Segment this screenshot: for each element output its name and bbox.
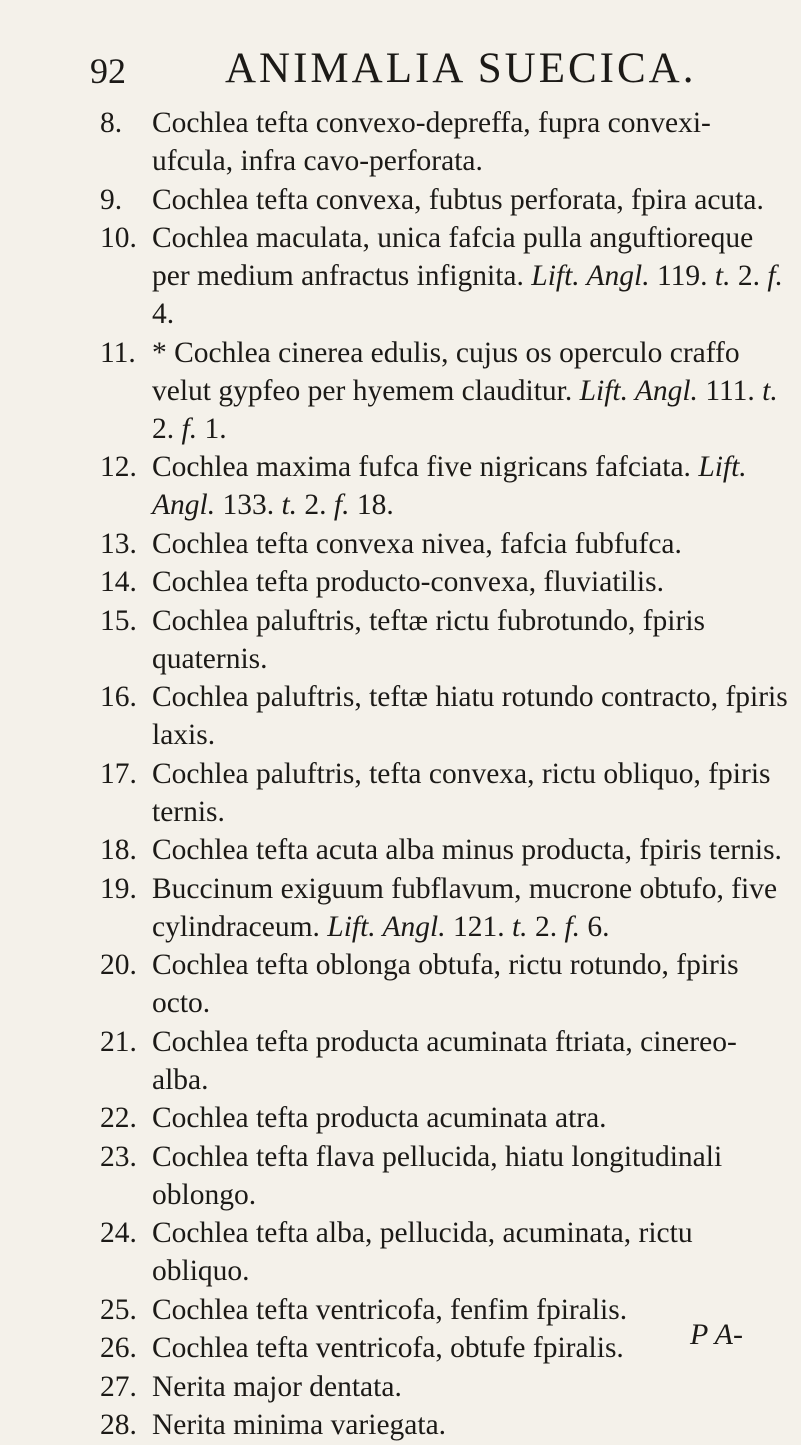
entry-number: 25. bbox=[100, 1293, 137, 1326]
entry-text: 119. bbox=[649, 260, 715, 292]
list-item bbox=[100, 334, 790, 448]
entry-number: 28. bbox=[100, 1409, 137, 1441]
entry-text: Cochlea tefta alba, pellucida, acuminata, rictu obliquo. bbox=[152, 1217, 693, 1287]
entry-number: 13. bbox=[100, 527, 137, 560]
list-item bbox=[100, 1099, 790, 1137]
list-item bbox=[100, 525, 790, 563]
list-item bbox=[100, 946, 790, 1022]
entry-text: Cochlea tefta ventricofa, fenfim fpiralis. bbox=[152, 1293, 628, 1326]
entry-text: Cochlea tefta producta acuminata ftriata, cinereo-alba. bbox=[152, 1025, 737, 1096]
entry-text: Cochlea tefta acuta alba minus producta, fpiris ternis. bbox=[152, 834, 782, 866]
entry-text: 4. bbox=[152, 298, 175, 330]
entry-text: Cochlea tefta producta acuminata atra. bbox=[152, 1102, 607, 1134]
entry-number: 24. bbox=[100, 1217, 137, 1249]
list-item bbox=[100, 219, 790, 333]
entry-text: Nerita major dentata. bbox=[152, 1370, 402, 1403]
entry-text: Cochlea tefta convexo-depreffa, fupra convexi-ufcula, infra cavo-perforata. bbox=[152, 107, 711, 177]
entry-text: Cochlea tefta ventricofa, obtufe fpiralis. bbox=[152, 1332, 624, 1364]
citation-text: f. bbox=[767, 260, 783, 292]
list-item bbox=[100, 678, 790, 754]
list-item bbox=[100, 831, 790, 869]
citation-text: f. bbox=[333, 489, 350, 521]
entry-number: 20. bbox=[100, 949, 137, 981]
citation-text: Lift. Angl. bbox=[579, 374, 698, 407]
entry-number: 9. bbox=[100, 183, 123, 216]
citation-text: t. bbox=[714, 260, 731, 292]
entry-text: 2. bbox=[297, 489, 334, 521]
entry-number: 10. bbox=[100, 222, 137, 254]
citation-text: f. bbox=[181, 412, 198, 445]
entry-text: Cochlea maculata, unica fafcia pulla anguftioreque per medium anfractus infignita. bbox=[152, 222, 754, 292]
entry-number: 16. bbox=[100, 681, 137, 713]
list-item bbox=[100, 448, 790, 524]
list-item bbox=[100, 1291, 790, 1329]
entry-text: Cochlea paluftris, tefta convexa, rictu obliquo, fpiris ternis. bbox=[152, 757, 771, 828]
entry-text: 2. bbox=[527, 910, 565, 943]
entry-number: 22. bbox=[100, 1102, 137, 1134]
entry-number: 19. bbox=[100, 872, 137, 905]
list-item bbox=[100, 1406, 790, 1444]
list-item bbox=[100, 563, 790, 601]
list-item bbox=[100, 1368, 790, 1406]
entry-text: 1. bbox=[197, 412, 227, 445]
entry-text: Cochlea maxima fufca five nigricans fafciata. bbox=[152, 451, 699, 483]
entry-text: Cochlea tefta producto-convexa, fluviatilis. bbox=[152, 566, 664, 598]
entry-text: 133. bbox=[215, 489, 282, 521]
list-item bbox=[100, 602, 790, 678]
entry-text: 111. bbox=[697, 374, 763, 407]
citation-text: f. bbox=[564, 910, 581, 943]
list-item bbox=[100, 870, 790, 946]
entry-number: 15. bbox=[100, 604, 137, 637]
entry-text: Cochlea paluftris, teftæ hiatu rotundo contracto, fpiris laxis. bbox=[152, 681, 788, 751]
citation-text: t. bbox=[281, 489, 298, 521]
list-item bbox=[100, 181, 790, 219]
entry-number: 12. bbox=[100, 451, 137, 483]
entry-text: Cochlea paluftris, teftæ rictu fubrotundo, fpiris quaternis. bbox=[152, 604, 705, 675]
citation-text: Lift. Angl. bbox=[531, 260, 650, 292]
entry-text: Nerita minima variegata. bbox=[152, 1409, 447, 1441]
entry-number: 14. bbox=[100, 566, 137, 598]
entry-text: 18. bbox=[349, 489, 394, 521]
list-item bbox=[100, 104, 790, 180]
running-title: ANIMALIA SUECICA. bbox=[225, 45, 697, 92]
entry-text: 6. bbox=[580, 910, 610, 943]
entry-number: 8. bbox=[100, 107, 123, 139]
entry-number: 17. bbox=[100, 757, 137, 790]
list-item bbox=[100, 1214, 790, 1290]
entry-text: * Cochlea cinerea edulis, cujus os operculo craffo velut gypfeo per hyemem clauditur. bbox=[152, 336, 740, 407]
page-number: 92 bbox=[90, 51, 126, 91]
page-header bbox=[90, 44, 790, 104]
entry-number: 27. bbox=[100, 1370, 137, 1403]
citation-text: Lift. Angl. bbox=[152, 451, 747, 521]
catchword: P A- bbox=[689, 1318, 743, 1351]
entry-number: 21. bbox=[100, 1025, 137, 1058]
entry-text: 2. bbox=[152, 412, 182, 445]
entry-text: 2. bbox=[730, 260, 768, 292]
list-item bbox=[100, 1138, 790, 1214]
entry-text: Cochlea tefta flava pellucida, hiatu longitudinali oblongo. bbox=[152, 1140, 723, 1211]
citation-text: t. bbox=[511, 910, 528, 943]
entry-text: Cochlea tefta oblonga obtufa, rictu rotundo, fpiris octo. bbox=[152, 949, 739, 1019]
entry-number: 23. bbox=[100, 1140, 137, 1173]
list-item bbox=[100, 1023, 790, 1099]
entry-text: 121. bbox=[445, 910, 512, 943]
entry-text: Buccinum exiguum fubflavum, mucrone obtufo, five cylindraceum. bbox=[152, 872, 778, 943]
citation-text: Lift. Angl. bbox=[327, 910, 446, 943]
entry-number: 18. bbox=[100, 834, 137, 866]
entry-text: Cochlea tefta convexa, fubtus perforata, fpira acuta. bbox=[152, 183, 764, 216]
citation-text: t. bbox=[762, 374, 778, 407]
entry-number: 26. bbox=[100, 1332, 137, 1364]
species-list bbox=[100, 104, 790, 1445]
entry-text: Cochlea tefta convexa nivea, fafcia fubfufca. bbox=[152, 527, 682, 560]
list-item bbox=[100, 755, 790, 831]
entry-number: 11. bbox=[100, 336, 136, 369]
list-item bbox=[100, 1329, 790, 1367]
